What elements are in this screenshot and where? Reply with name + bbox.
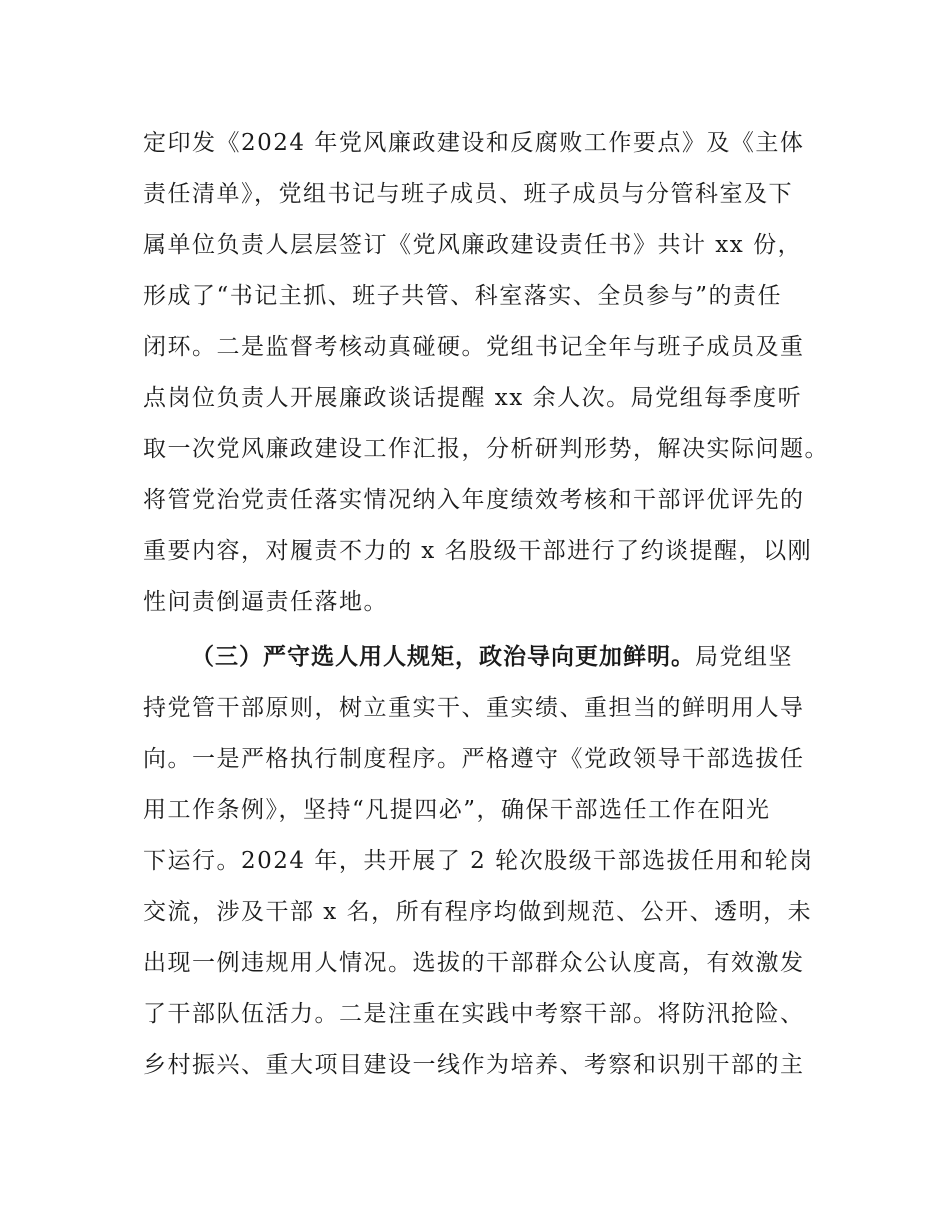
text-line: 出现一例违规用人情况。选拔的干部群众公认度高，有效激发 — [143, 950, 805, 976]
section-heading: （三）严守选人用人规矩，政治导向更加鲜明。 — [191, 644, 695, 670]
text-line: 属单位负责人层层签订《党风廉政建设责任书》共计 xx 份， — [143, 232, 803, 258]
text-line: 形成了“书记主抓、班子共管、科室落实、全员参与”的责任 — [143, 283, 783, 309]
text-line: 持党管干部原则，树立重实干、重实绩、重担当的鲜明用人导 — [143, 695, 805, 721]
text-line: 向。一是严格执行制度程序。严格遵守《党政领导干部选拔任 — [143, 746, 805, 772]
text-line: 定印发《2024 年党风廉政建设和反腐败工作要点》及《主体 — [143, 130, 805, 156]
text-line: 性问责倒逼责任落地。 — [143, 589, 388, 615]
text-line: 乡村振兴、重大项目建设一线作为培养、考察和识别干部的主 — [143, 1052, 805, 1078]
section-first-line-rest: 局党组坚 — [695, 644, 793, 670]
section-first-line — [143, 632, 863, 683]
text-line: 责任清单》，党组书记与班子成员、班子成员与分管科室及下 — [143, 181, 793, 207]
text-line: 取一次党风廉政建设工作汇报，分析研判形势，解决实际问题。 — [143, 436, 829, 462]
text-line: 交流，涉及干部 x 名，所有程序均做到规范、公开、透明，未 — [143, 899, 813, 925]
text-line: 闭环。二是监督考核动真碰硬。党组书记全年与班子成员及重 — [143, 334, 805, 360]
paragraph-responsibility-system — [143, 118, 863, 628]
text-line: 用工作条例》，坚持“凡提四必”，确保干部选任工作在阳光 — [143, 797, 771, 823]
paragraph-cadre-selection — [143, 632, 863, 1091]
text-line: 下运行。2024 年，共开展了 2 轮次股级干部选拔任用和轮岗 — [143, 848, 814, 874]
text-line: 将管党治党责任落实情况纳入年度绩效考核和干部评优评先的 — [143, 487, 805, 513]
text-line: 点岗位负责人开展廉政谈话提醒 xx 余人次。局党组每季度听 — [143, 385, 803, 411]
text-line: 重要内容，对履责不力的 x 名股级干部进行了约谈提醒，以刚 — [143, 538, 813, 564]
text-line: 了干部队伍活力。二是注重在实践中考察干部。将防汛抢险、 — [143, 1001, 805, 1027]
